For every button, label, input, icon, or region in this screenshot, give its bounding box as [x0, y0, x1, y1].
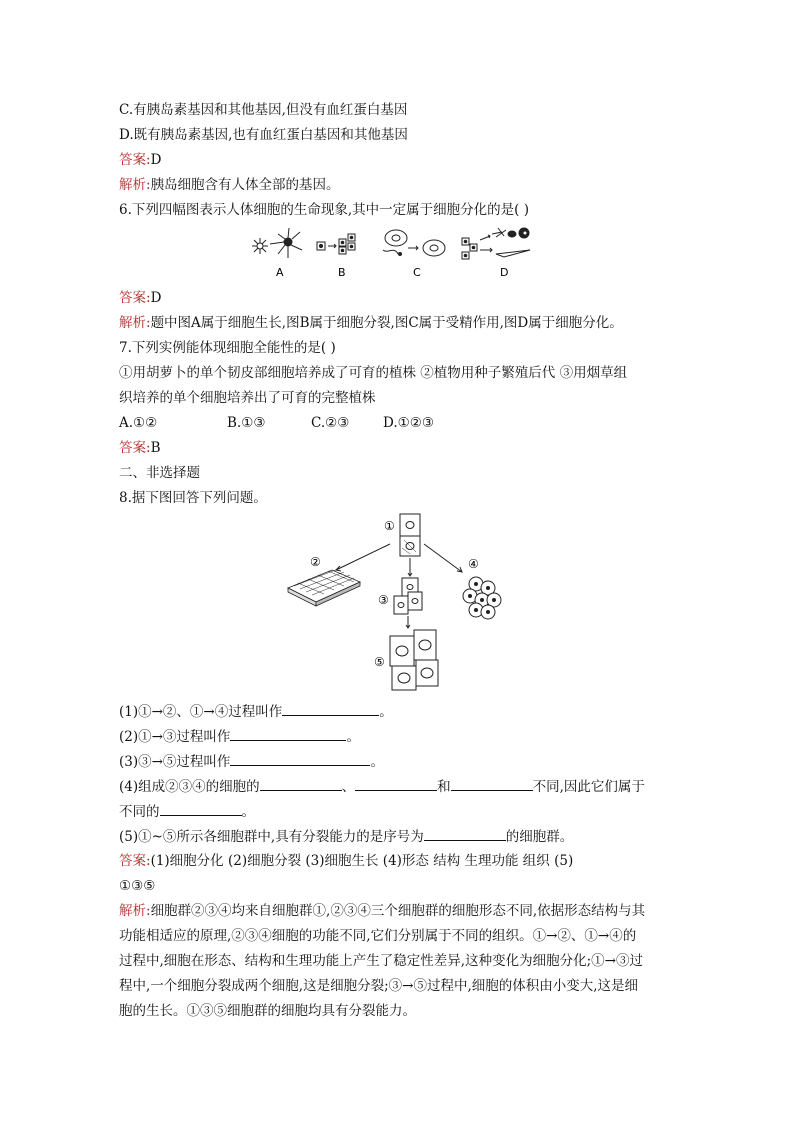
analysis-line5: 胞的生长。①③⑤细胞群的细胞均具有分裂能力。	[119, 1003, 416, 1019]
analysis-label: 解析:	[119, 177, 151, 193]
figure-label-4: ④	[468, 557, 479, 571]
arrow-1-to-4-icon	[424, 544, 462, 572]
q8-sub4-text-c: 不同的	[119, 804, 160, 820]
q7-option-a: A.①②	[119, 415, 158, 431]
q8-figure	[280, 508, 520, 694]
q7-option-c: C.②③	[311, 415, 350, 431]
q8-sub5-blank	[424, 827, 506, 841]
q6-figure	[248, 224, 548, 280]
figure-label-1: ①	[384, 519, 395, 533]
q8-sub1	[119, 702, 393, 721]
analysis-label: 解析:	[119, 315, 151, 331]
cell-group-3-icon	[394, 578, 422, 614]
figure-label-a: A	[276, 266, 284, 279]
answer-label: 答案:	[119, 152, 151, 168]
analysis-line4: 程中,一个细胞分裂成两个细胞,这是细胞分裂;③→⑤过程中,细胞的体积由小变大,这是细	[119, 978, 639, 994]
cell-group-5-icon	[390, 630, 438, 690]
analysis-label: 解析:	[119, 903, 151, 919]
figure-label-5: ⑤	[374, 655, 385, 669]
q8-sub4-text-a: (4)组成②③④的细胞的	[119, 779, 260, 795]
figure-a-neurons-icon	[252, 228, 302, 258]
q8-analysis	[119, 902, 645, 920]
section-title: 二、非选择题	[119, 465, 200, 481]
answer-label: 答案:	[119, 290, 151, 306]
figure-label-2: ②	[310, 555, 321, 569]
q7-stem: 7.下列实例能体现细胞全能性的是( )	[119, 340, 336, 356]
q7-answer	[119, 439, 160, 457]
q8-sub4	[119, 777, 645, 796]
period: 。	[346, 729, 360, 745]
figure-label-b: B	[338, 266, 346, 279]
figure-d-differentiation-icon	[462, 228, 530, 259]
q6-stem: 6.下列四幅图表示人体细胞的生命现象,其中一定属于细胞分化的是( )	[119, 202, 529, 218]
q8-answer	[119, 852, 573, 870]
answer-label: 答案:	[119, 853, 151, 869]
q7-option-b: B.①③	[227, 415, 266, 431]
q8-sub1-text: (1)①→②、①→④过程叫作	[119, 704, 283, 720]
figure-label-c: C	[413, 266, 421, 279]
figure-c-fertilization-icon	[383, 230, 445, 256]
analysis-line1: 细胞群②③④均来自细胞群①,②③④三个细胞群的细胞形态不同,依据形态结构与其	[150, 903, 646, 919]
answer-label: 答案:	[119, 440, 151, 456]
q8-sub4-blank-2	[355, 777, 437, 791]
q8-sub4-text-b: 不同,因此它们属于	[532, 779, 645, 795]
q8-sub4-blank-3	[451, 777, 533, 791]
analysis-line2: 功能相适应的原理,②③④细胞的功能不同,它们分别属于不同的组织。①→②、①→④的	[119, 928, 637, 944]
q6-answer	[119, 289, 161, 307]
q8-sub5-text-a: (5)①~⑤所示各细胞群中,具有分裂能力的是序号为	[119, 829, 424, 845]
cell-group-2-epithelium-icon	[288, 569, 360, 606]
q5-analysis	[119, 176, 340, 194]
q8-sub3-text: (3)③→⑤过程叫作	[119, 754, 231, 770]
q5-option-d: D.既有胰岛素基因,也有血红蛋白基因和其他基因	[119, 127, 408, 143]
q7-option-d: D.①②③	[383, 415, 434, 431]
figure-label-d: D	[500, 266, 509, 279]
q8-sub5-text-b: 的细胞群。	[505, 829, 574, 845]
answer-value: D	[150, 152, 162, 168]
arrow-1-to-2-icon	[336, 544, 390, 571]
period: 。	[370, 754, 384, 770]
cell-group-4-icon	[463, 577, 501, 619]
q8-sub4-blank-1	[260, 777, 342, 791]
q7-statement-line1: ①用胡萝卜的单个韧皮部细胞培养成了可育的植株 ②植物用种子繁殖后代 ③用烟草组	[119, 365, 628, 381]
q7-statement-line2: 织培养的单个细胞培养出了可育的完整植株	[119, 390, 376, 406]
q8-sub2	[119, 727, 360, 746]
figure-b-division-icon	[317, 234, 355, 254]
separator: 和	[437, 779, 451, 795]
q8-sub5	[119, 827, 573, 846]
period: 。	[379, 704, 393, 720]
q5-option-c: C.有胰岛素基因和其他基因,但没有血红蛋白基因	[119, 102, 408, 118]
arrow-3-to-5-icon	[406, 616, 410, 628]
analysis-text: 题中图A属于细胞生长,图B属于细胞分裂,图C属于受精作用,图D属于细胞分化。	[150, 315, 623, 331]
answer-value: B	[150, 440, 161, 456]
q8-sub1-blank	[282, 702, 379, 716]
q7-options	[119, 414, 434, 432]
q8-sub4-blank-4	[160, 802, 242, 816]
q8-answer-line2: ①③⑤	[119, 878, 156, 894]
q8-sub3-blank	[230, 752, 370, 766]
analysis-line3: 过程中,细胞在形态、结构和生理功能上产生了稳定性差异,这种变化为细胞分化;①→③过	[119, 953, 643, 969]
q8-stem: 8.据下图回答下列问题。	[119, 490, 267, 506]
analysis-text: 胰岛细胞含有人体全部的基因。	[150, 177, 340, 193]
figure-label-3: ③	[378, 593, 389, 607]
q8-sub2-blank	[230, 727, 346, 741]
cell-group-1-icon	[400, 514, 420, 556]
answer-line1: (1)细胞分化 (2)细胞分裂 (3)细胞生长 (4)形态 结构 生理功能 组织 (5)	[150, 853, 574, 869]
answer-value: D	[150, 290, 162, 306]
q8-sub4-cont	[119, 802, 255, 821]
q8-sub3	[119, 752, 384, 771]
q8-sub2-text: (2)①→③过程叫作	[119, 729, 231, 745]
period: 。	[241, 804, 255, 820]
arrow-1-to-3-icon	[408, 558, 412, 576]
separator: 、	[341, 779, 356, 795]
q5-answer	[119, 151, 161, 169]
q6-analysis	[119, 314, 623, 332]
